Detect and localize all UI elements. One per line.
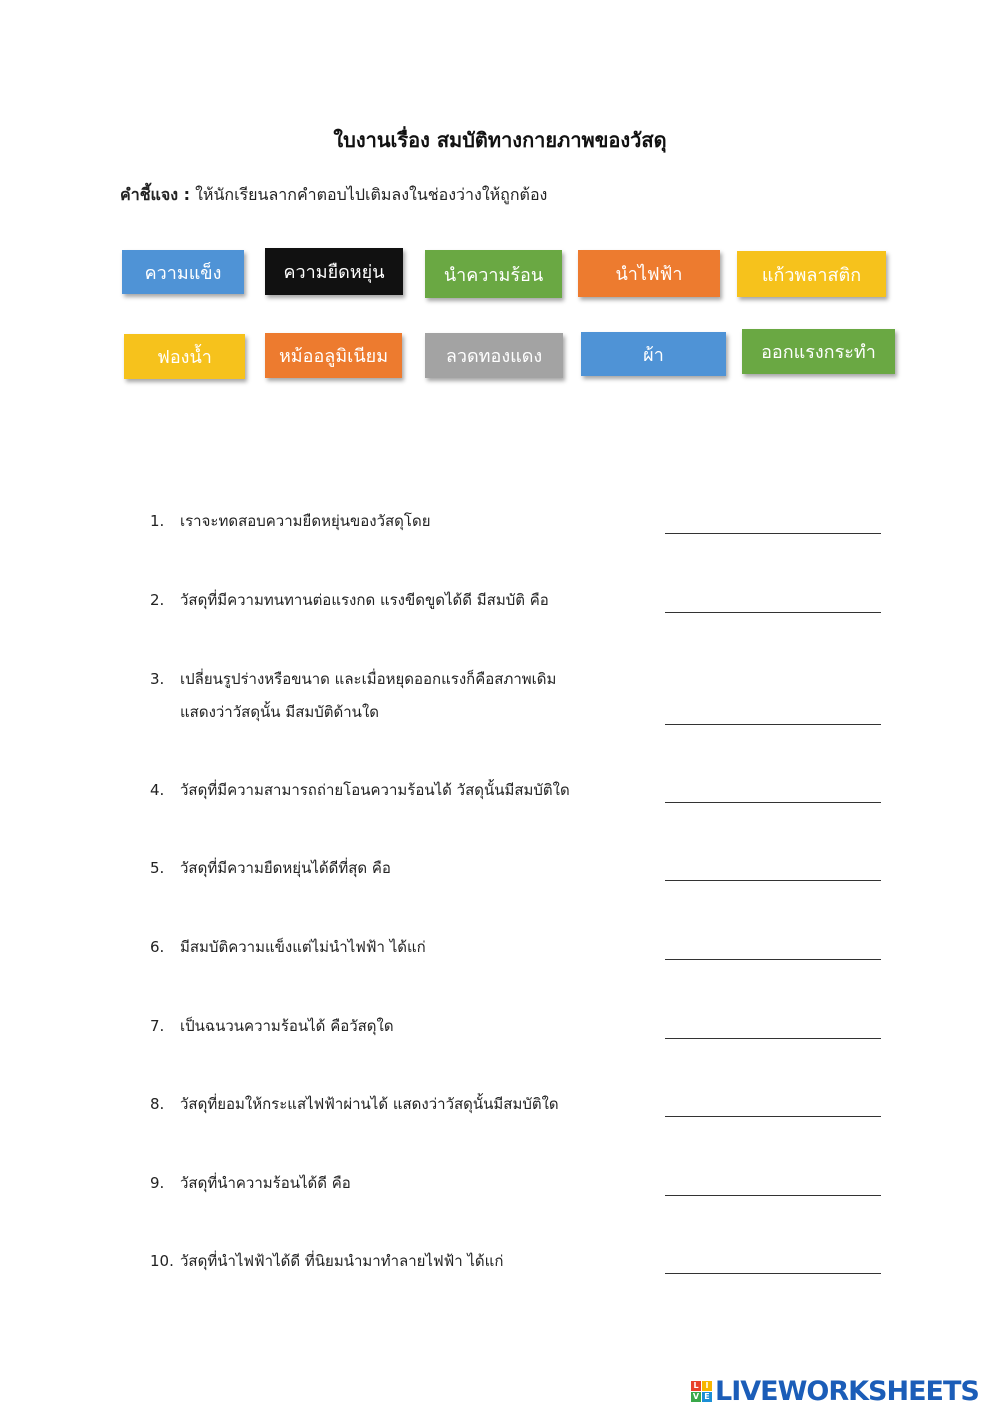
answer-chip-apply-force[interactable]: ออกแรงกระทำ — [742, 329, 895, 374]
live-blocks-icon — [691, 1381, 712, 1402]
question-number: 7. — [150, 1017, 165, 1035]
instruction-label: คำชี้แจง : — [120, 185, 191, 204]
answer-chip-heat-conductor[interactable]: นำความร้อน — [425, 250, 562, 298]
answer-chip-electric-conductor[interactable]: นำไฟฟ้า — [578, 250, 720, 297]
question-text: วัสดุที่มีความสามารถถ่ายโอนความร้อนได้ วัสดุนั้นมีสมบัติใด — [180, 781, 570, 799]
answer-chip-sponge[interactable]: ฟองน้ำ — [124, 334, 245, 379]
question-text: เป็นฉนวนความร้อนได้ คือวัสดุใด — [180, 1017, 394, 1035]
answer-field-2[interactable] — [665, 588, 881, 613]
question-text: วัสดุที่มีความยืดหยุ่นได้ดีที่สุด คือ — [180, 859, 391, 877]
question-9 — [150, 1167, 351, 1200]
question-text: วัสดุที่มีความทนทานต่อแรงกด แรงขีดขูดได้ดี มีสมบัติ คือ — [180, 591, 549, 609]
answer-field-10[interactable] — [665, 1249, 881, 1274]
question-number: 4. — [150, 781, 165, 799]
question-3 — [150, 663, 556, 729]
answer-field-7[interactable] — [665, 1014, 881, 1039]
question-number: 1. — [150, 512, 165, 530]
question-number: 8. — [150, 1095, 165, 1113]
question-6 — [150, 931, 426, 964]
answer-chip-plastic-glass[interactable]: แก้วพลาสติก — [737, 251, 886, 297]
question-number: 2. — [150, 591, 165, 609]
question-text: มีสมบัติความแข็งแต่ไม่นำไฟฟ้า ได้แก่ — [180, 938, 426, 956]
answer-field-9[interactable] — [665, 1171, 881, 1196]
question-text-line2: แสดงว่าวัสดุนั้น มีสมบัติด้านใด — [180, 703, 380, 721]
answer-field-3[interactable] — [665, 700, 881, 725]
question-7 — [150, 1010, 394, 1043]
question-5 — [150, 852, 391, 885]
question-text: วัสดุที่นำไฟฟ้าได้ดี ที่นิยมนำมาทำลายไฟฟ้า ได้แก่ — [180, 1252, 504, 1270]
question-text: วัสดุที่ยอมให้กระแสไฟฟ้าผ่านได้ แสดงว่าวัสดุนั้นมีสมบัติใด — [180, 1095, 559, 1113]
question-4 — [150, 774, 570, 807]
question-number: 10. — [150, 1252, 174, 1270]
question-10 — [150, 1245, 503, 1278]
worksheet-title: ใบงานเรื่อง สมบัติทางกายภาพของวัสดุ — [333, 128, 667, 152]
answer-chip-copper-wire[interactable]: ลวดทองแดง — [425, 333, 563, 378]
instruction-text: ให้นักเรียนลากคำตอบไปเติมลงในช่องว่างให้ถูกต้อง — [190, 185, 548, 204]
answer-field-4[interactable] — [665, 778, 881, 803]
logo-text: LIVEWORKSHEETS — [715, 1375, 979, 1407]
question-number: 6. — [150, 938, 165, 956]
logo-letter-e: E — [702, 1392, 712, 1402]
question-number: 3. — [150, 670, 165, 688]
answer-chip-aluminium-pot[interactable]: หม้ออลูมิเนียม — [265, 333, 402, 378]
answer-field-5[interactable] — [665, 856, 881, 881]
logo-letter-i: I — [702, 1381, 712, 1391]
question-8 — [150, 1088, 559, 1121]
question-1 — [150, 505, 431, 538]
question-number: 5. — [150, 859, 165, 877]
question-text: เราจะทดสอบความยืดหยุ่นของวัสดุโดย — [180, 512, 431, 530]
answer-field-1[interactable] — [665, 509, 881, 534]
question-text: วัสดุที่นำความร้อนได้ดี คือ — [180, 1174, 351, 1192]
question-2 — [150, 584, 549, 617]
logo-letter-v: V — [692, 1391, 700, 1401]
instruction — [120, 183, 547, 208]
answer-field-6[interactable] — [665, 935, 881, 960]
answer-chip-cloth[interactable]: ผ้า — [581, 332, 726, 376]
answer-field-8[interactable] — [665, 1092, 881, 1117]
liveworksheets-logo — [691, 1373, 979, 1409]
question-number: 9. — [150, 1174, 165, 1192]
logo-letter-l: L — [691, 1381, 701, 1391]
answer-chip-hardness[interactable]: ความแข็ง — [122, 250, 244, 294]
answer-chip-elasticity[interactable]: ความยืดหยุ่น — [265, 248, 403, 295]
question-text: เปลี่ยนรูปร่างหรือขนาด และเมื่อหยุดออกแรงก็คือสภาพเดิม — [180, 670, 557, 688]
